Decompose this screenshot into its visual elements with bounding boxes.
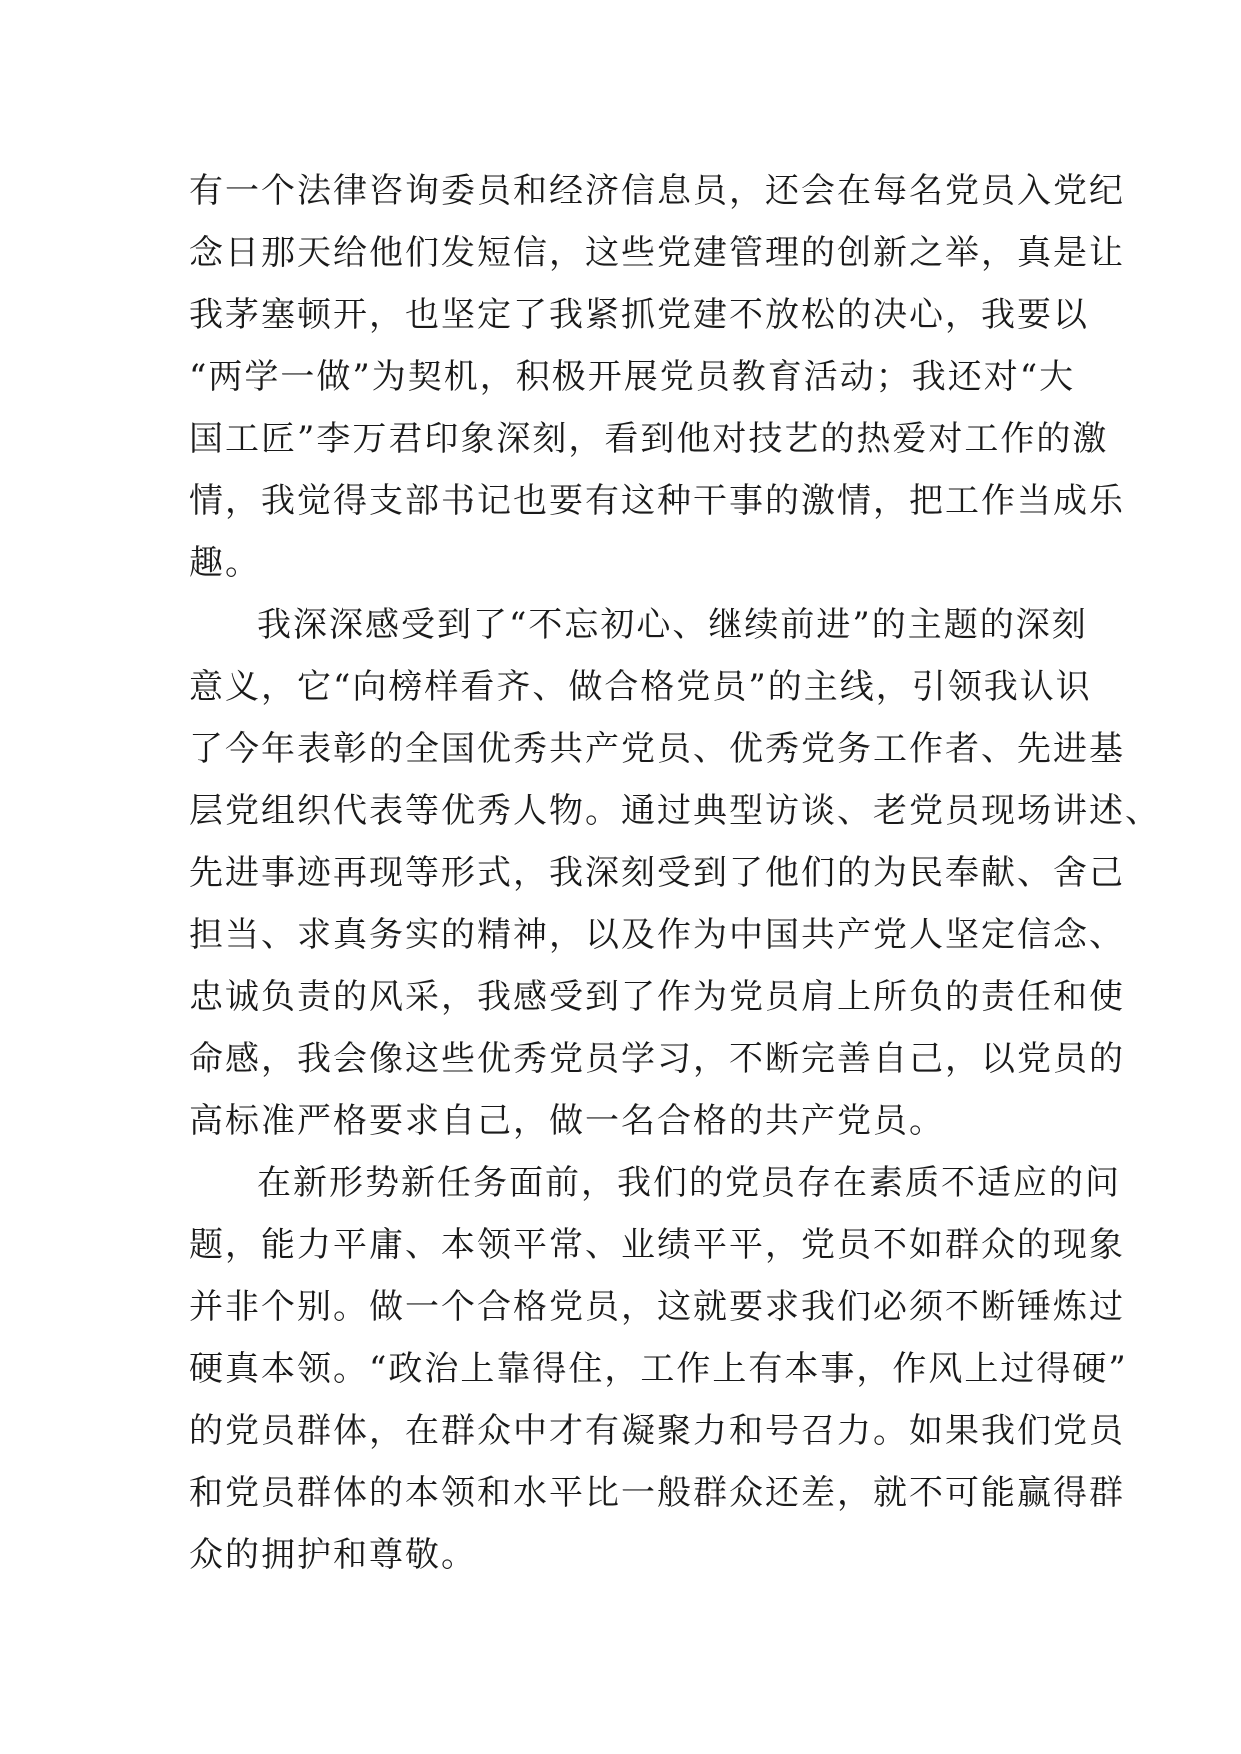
text-line: 众的拥护和尊敬。 — [189, 1535, 477, 1575]
body-text — [189, 160, 1161, 1586]
text-line: “两学一做”为契机，积极开展党员教育活动；我还对“大 — [189, 357, 1076, 397]
text-line: 命感，我会像这些优秀党员学习，不断完善自己，以党员的 — [189, 1039, 1125, 1079]
text-line: 意义，它“向榜样看齐、做合格党员”的主线，引领我认识 — [189, 667, 1092, 707]
text-line: 念日那天给他们发短信，这些党建管理的创新之举，真是让 — [189, 233, 1125, 273]
text-line: 层党组织代表等优秀人物。通过典型访谈、老党员现场讲述、 — [189, 791, 1161, 831]
paragraph — [189, 594, 1161, 1152]
text-line: 担当、求真务实的精神，以及作为中国共产党人坚定信念、 — [189, 915, 1125, 955]
paragraph — [189, 160, 1125, 594]
text-line: 我深深感受到了“不忘初心、继续前进”的主题的深刻 — [257, 605, 1088, 645]
text-line: 高标准严格要求自己，做一名合格的共产党员。 — [189, 1101, 945, 1141]
text-line: 和党员群体的本领和水平比一般群众还差，就不可能赢得群 — [189, 1473, 1125, 1513]
paragraph — [189, 1152, 1128, 1586]
text-line: 的党员群体，在群众中才有凝聚力和号召力。如果我们党员 — [189, 1411, 1125, 1451]
text-line: 忠诚负责的风采，我感受到了作为党员肩上所负的责任和使 — [189, 977, 1125, 1017]
text-line: 趣。 — [189, 543, 261, 583]
text-line: 情，我觉得支部书记也要有这种干事的激情，把工作当成乐 — [189, 481, 1125, 521]
text-line: 有一个法律咨询委员和经济信息员，还会在每名党员入党纪 — [189, 171, 1125, 211]
text-line: 在新形势新任务面前，我们的党员存在素质不适应的问 — [257, 1163, 1121, 1203]
text-line: 题，能力平庸、本领平常、业绩平平，党员不如群众的现象 — [189, 1225, 1125, 1265]
text-line: 硬真本领。“政治上靠得住，工作上有本事，作风上过得硬” — [189, 1349, 1128, 1389]
text-line: 并非个别。做一个合格党员，这就要求我们必须不断锤炼过 — [189, 1287, 1125, 1327]
text-line: 国工匠”李万君印象深刻，看到他对技艺的热爱对工作的激 — [189, 419, 1109, 459]
text-line: 我茅塞顿开，也坚定了我紧抓党建不放松的决心，我要以 — [189, 295, 1089, 335]
text-line: 先进事迹再现等形式，我深刻受到了他们的为民奉献、舍己 — [189, 853, 1125, 893]
text-line: 了今年表彰的全国优秀共产党员、优秀党务工作者、先进基 — [189, 729, 1125, 769]
